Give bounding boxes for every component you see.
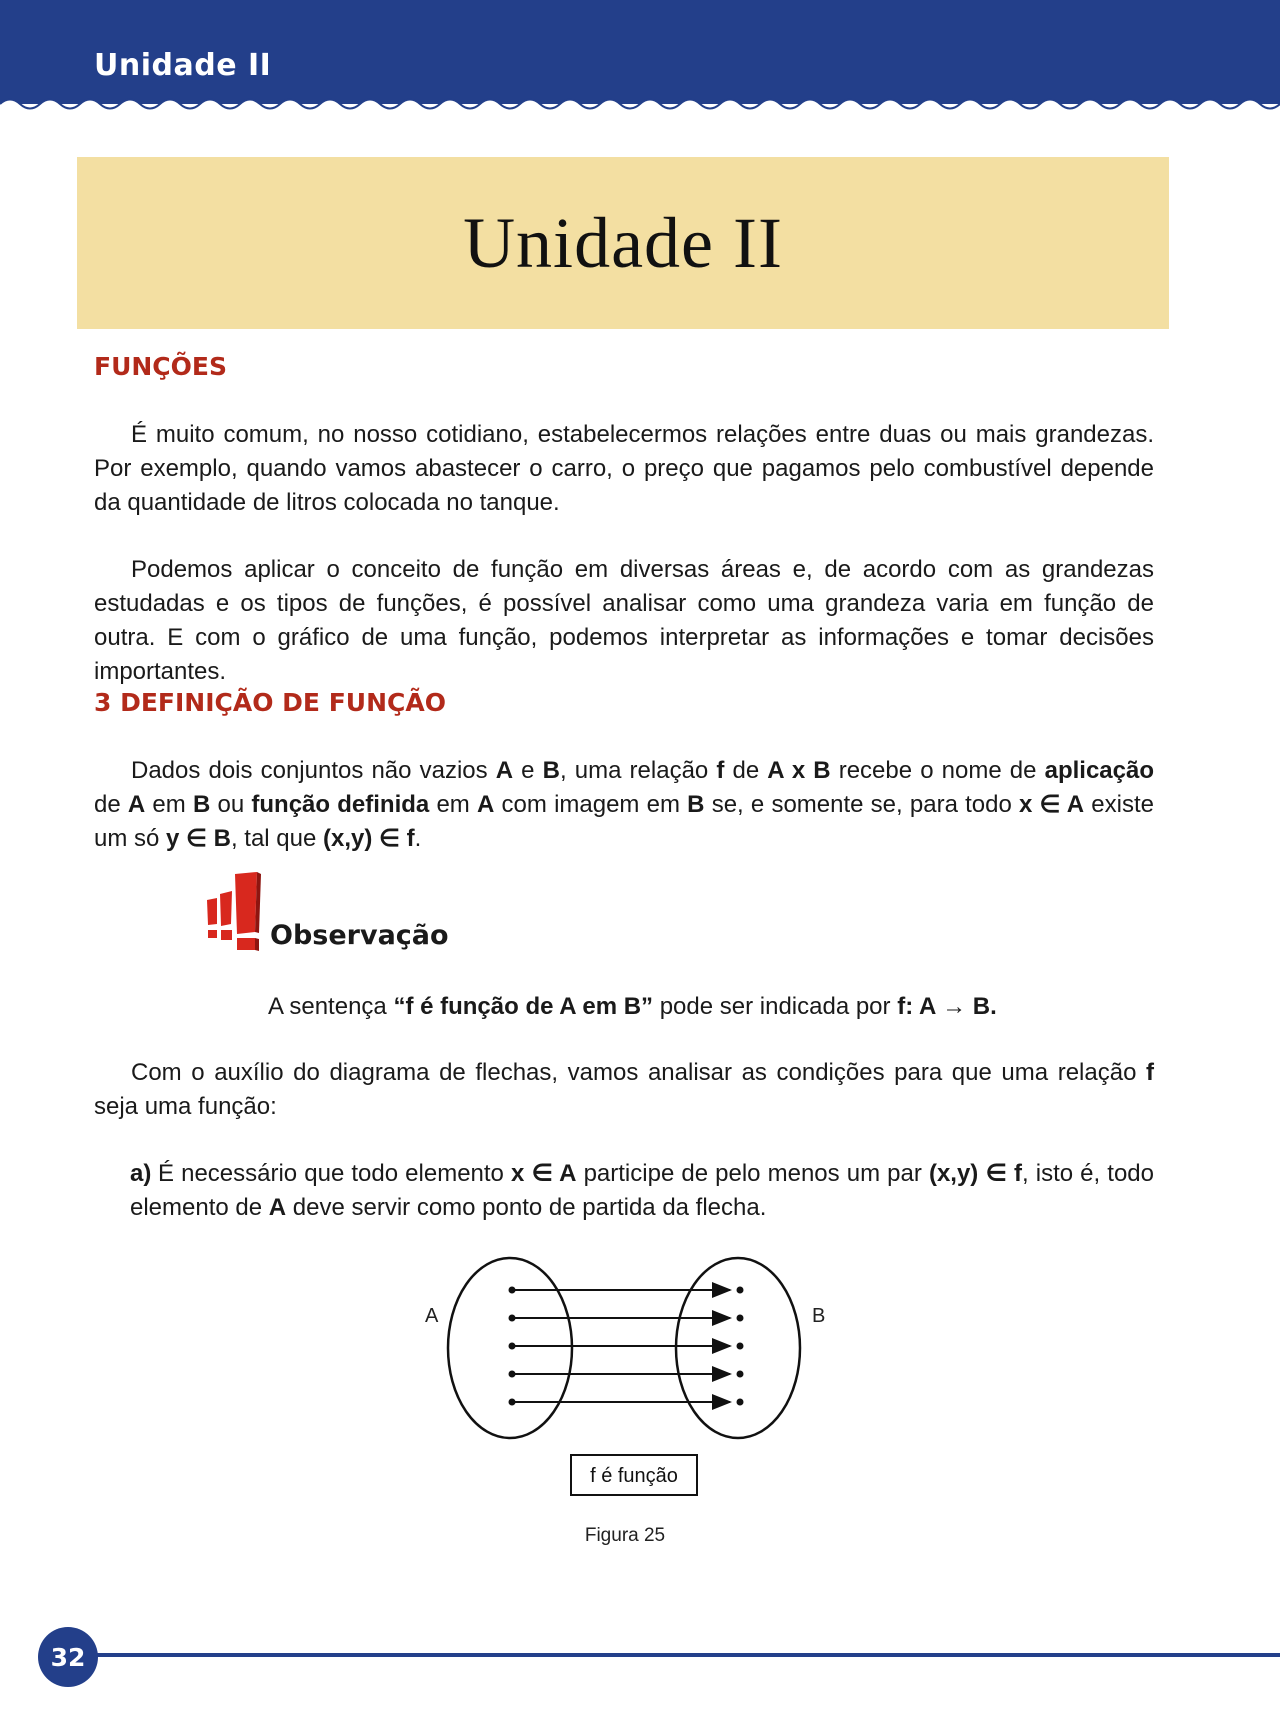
paragraph-diagrama: Com o auxílio do diagrama de flechas, vamos analisar as condições para que uma relação f seja uma função: [94,1059,1154,1120]
set-b-label: B [812,1305,826,1327]
arrow-group [509,1287,744,1406]
observacao-text: A sentença “f é função de A em B” pode ser indicada por f: A → B. [268,993,997,1020]
set-a-point [509,1371,516,1378]
page-number: 32 [38,1627,98,1687]
set-b-point [737,1343,744,1350]
exclamation-marks-icon [205,872,265,952]
footer-rule [60,1653,1280,1657]
page-title: Unidade II [463,202,783,283]
title-band [77,157,1169,329]
set-a-point [509,1287,516,1294]
list-item-a: a) É necessário que todo elemento x ∈ A participe de pelo menos um par (x,y) ∈ f, isto é, todo elemento de A deve servir como ponto de partida da flecha. [130,1157,1154,1225]
set-b-point [737,1399,744,1406]
paragraph-funcoes-2: Podemos aplicar o conceito de função em diversas áreas e, de acordo com as grandezas estudadas e os tipos de funções, é possível analisar como uma grandeza varia em função de outra. E com o gráfico de uma função, podemos interpretar as informações e tomar decisões importantes. [94,556,1154,685]
set-a-label: A [425,1305,439,1327]
section-heading-definicao: 3 DEFINIÇÃO DE FUNÇÃO [94,688,446,717]
figure-caption: Figura 25 [584,1525,666,1546]
arrow-diagram [400,1250,840,1500]
paragraph-definicao: Dados dois conjuntos não vazios A e B, uma relação f de A x B recebe o nome de aplicação de A em B ou função definida em A com imagem em B se, e somente se, para todo x ∈ A existe um só y ∈ B, tal que (x,y) ∈ f. [94,757,1154,852]
paragraph-funcoes-1: É muito comum, no nosso cotidiano, estabelecermos relações entre duas ou mais grandezas. Por exemplo, quando vamos abastecer o carro, o preço que pagamos pelo combustível depende da quantidade de litros colocada no tanque. [94,421,1154,516]
set-a-point [509,1399,516,1406]
set-a-point [509,1343,516,1350]
header-band [0,0,1280,112]
set-b-point [737,1315,744,1322]
box-label: f é função [590,1465,678,1487]
section-heading-funcoes: FUNÇÕES [94,352,227,381]
set-b-point [737,1371,744,1378]
header-label: Unidade II [94,48,272,83]
wave-border-icon [0,96,1280,118]
set-a-point [509,1315,516,1322]
set-b-point [737,1287,744,1294]
list-marker: a) [130,1160,152,1187]
observacao-title: Observação [270,920,449,951]
